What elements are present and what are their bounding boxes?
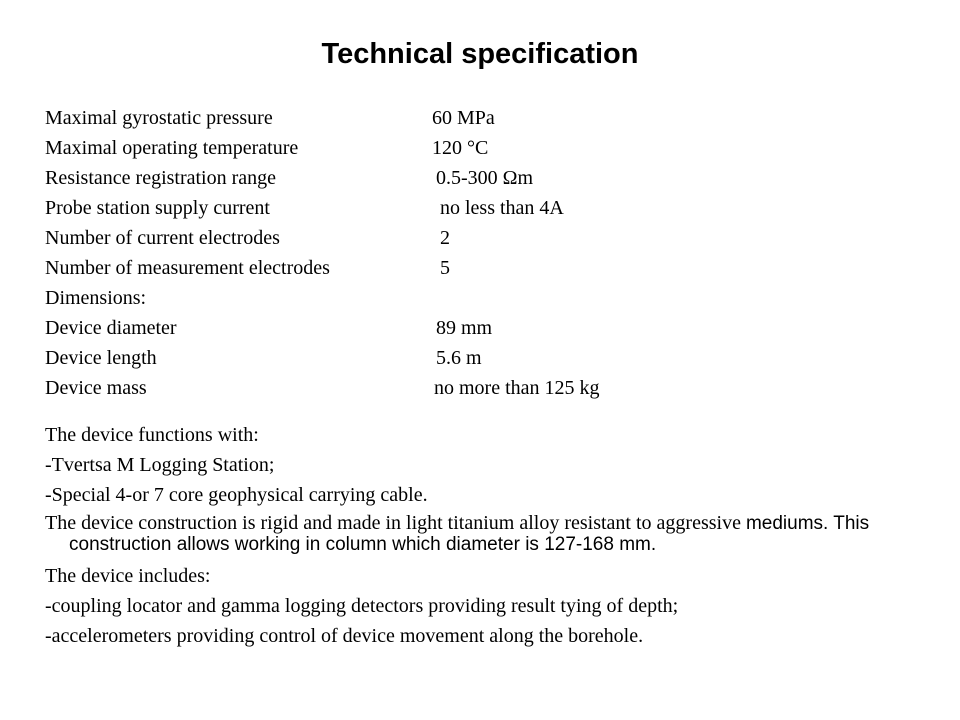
function-item: -Special 4-or 7 core geophysical carrying cable.: [45, 484, 428, 506]
spec-value: 89 mm: [436, 317, 493, 339]
construction-text-line: The device construction is rigid and made in light titanium alloy resistant to aggressive: [45, 512, 741, 534]
includes-heading: The device includes:: [45, 565, 211, 587]
function-item: -Tvertsa M Logging Station;: [45, 454, 275, 476]
spec-label: Maximal gyrostatic pressure: [45, 107, 273, 129]
spec-row: [45, 103, 495, 133]
description-block: [45, 420, 925, 651]
spec-label: Resistance registration range: [45, 167, 277, 189]
spec-value: 5: [440, 257, 450, 279]
include-item: -coupling locator and gamma logging detectors providing result tying of depth;: [45, 595, 679, 617]
spec-list: [45, 103, 600, 403]
spec-value: 5.6 m: [436, 347, 482, 369]
include-item: -accelerometers providing control of device movement along the borehole.: [45, 625, 644, 647]
functions-heading: The device functions with:: [45, 424, 259, 446]
spec-row: [45, 133, 489, 163]
spec-row: [45, 313, 493, 343]
spec-value: 2: [440, 227, 450, 249]
spec-row: [45, 193, 564, 223]
spec-label: Device diameter: [45, 317, 177, 339]
spec-row: [45, 343, 482, 373]
spec-row: [45, 163, 534, 193]
spec-label: Device length: [45, 347, 157, 369]
construction-paragraph: [45, 510, 925, 561]
spec-value: 0.5-300 Ωm: [436, 167, 534, 189]
spec-value: no less than 4A: [440, 197, 564, 219]
spec-row: [45, 253, 450, 283]
spec-row: [45, 223, 450, 253]
spec-value: 60 MPa: [432, 107, 495, 129]
spec-label: Probe station supply current: [45, 197, 270, 219]
spec-label: Number of measurement electrodes: [45, 257, 330, 279]
spec-label: Device mass: [45, 377, 147, 399]
spec-label: Maximal operating temperature: [45, 137, 299, 159]
spec-value: 120 °C: [432, 137, 489, 159]
spec-row: [45, 283, 330, 313]
spec-label: Dimensions:: [45, 287, 147, 309]
spec-label: Number of current electrodes: [45, 227, 280, 249]
page-title: Technical specification: [321, 38, 639, 70]
spec-value: no more than 125 kg: [434, 377, 600, 399]
spec-row: [45, 373, 600, 403]
construction-text-line: mediums. This construction allows working in column which diameter is 127-168 mm.: [69, 513, 870, 555]
